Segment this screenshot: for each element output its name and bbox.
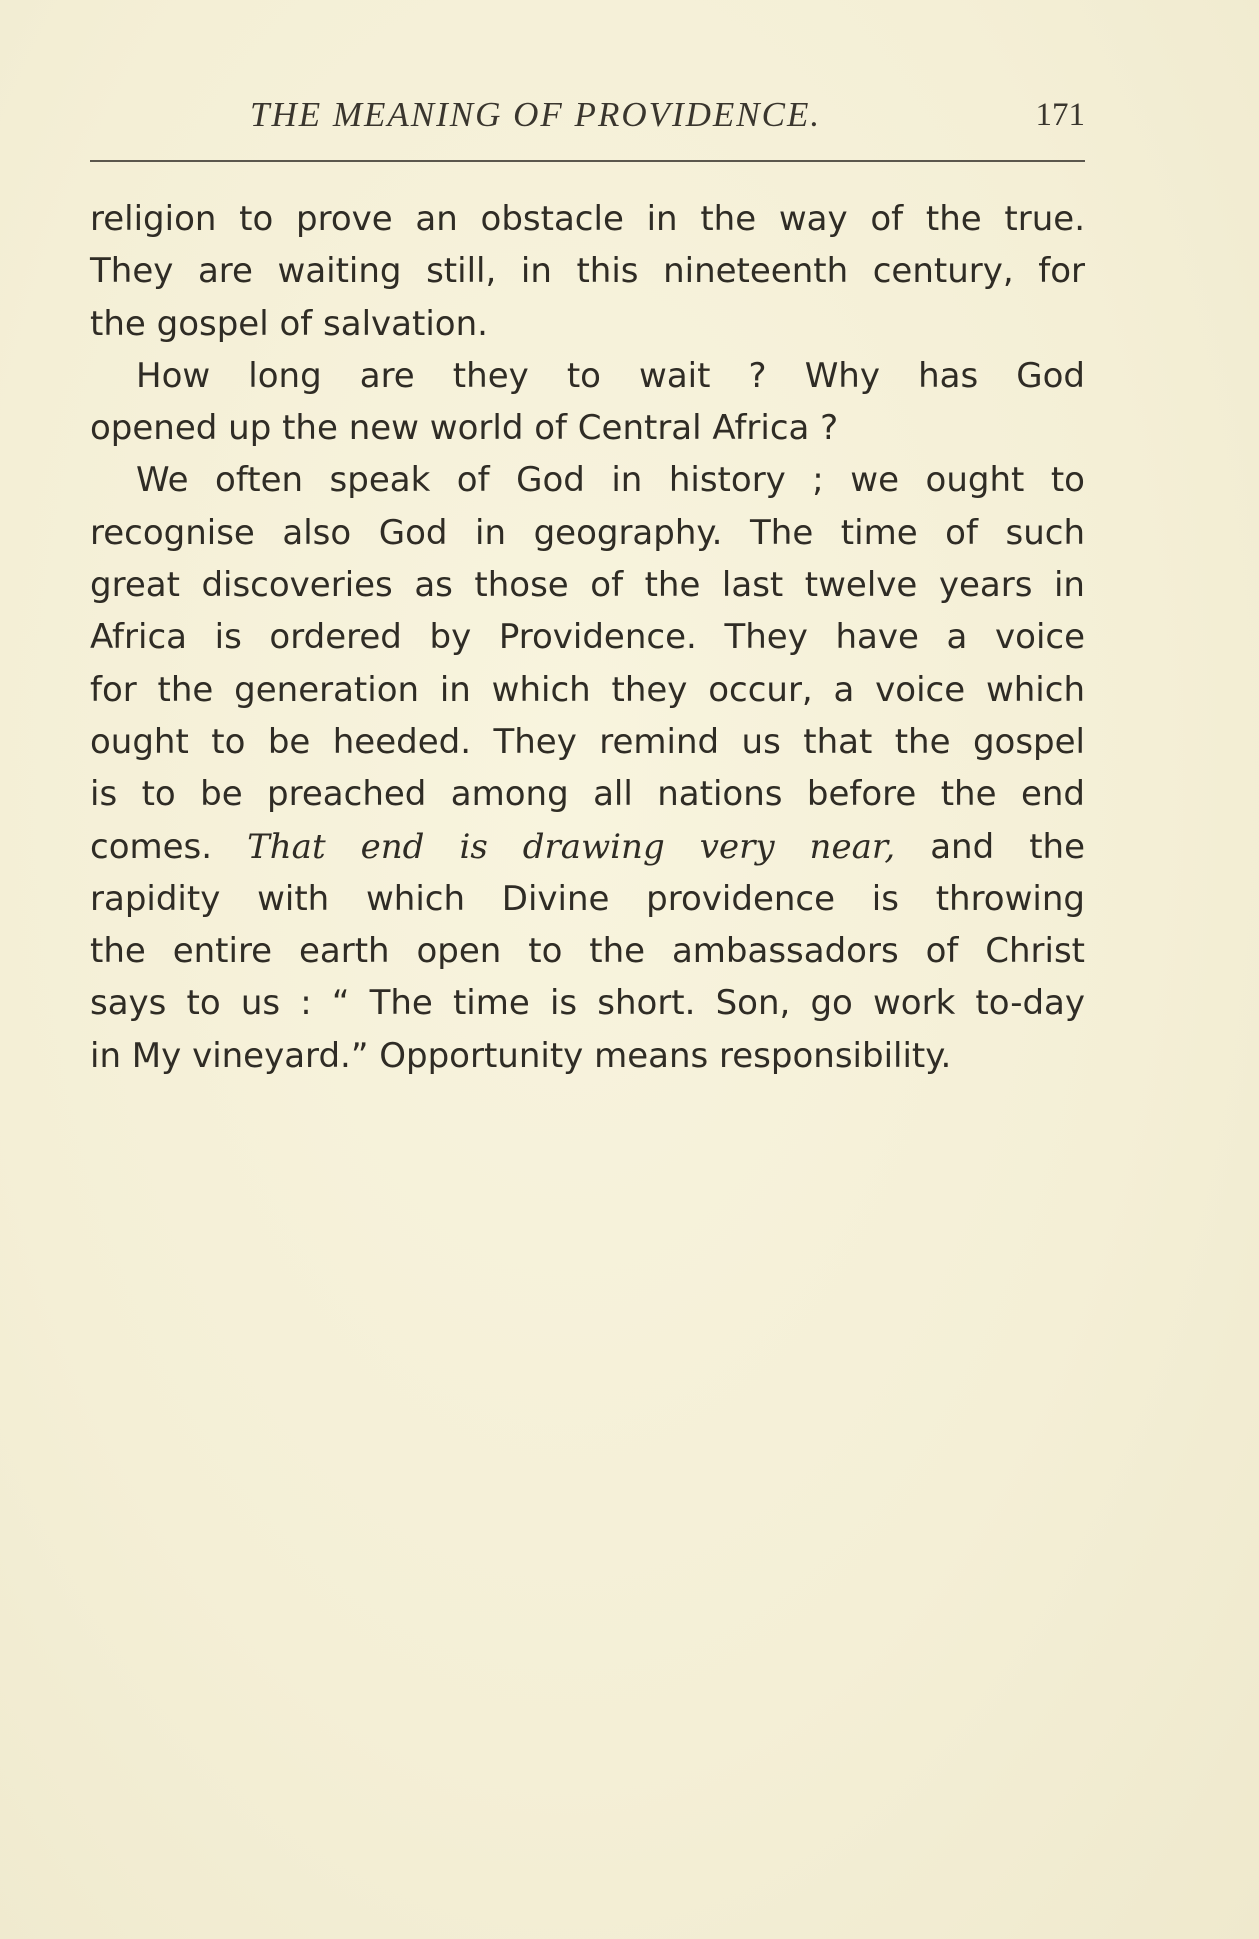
emphasis-italic: That end is drawing very near,	[247, 826, 896, 867]
running-head	[90, 95, 1085, 143]
text-line: opened up the new world of Central Africa ?	[90, 408, 839, 449]
text-line: recognise also God in geography. The time of such	[90, 512, 1085, 553]
text-line: rapidity with which Divine providence is throwing	[90, 878, 1085, 919]
text-line: religion to prove an obstacle in the way of the true.	[90, 199, 1085, 239]
text-line: We often speak of God in history ; we ought to	[136, 460, 1085, 501]
paragraph-2	[90, 350, 1085, 455]
paragraph-3	[90, 454, 1085, 1082]
text-line: for the generation in which they occur, a voice which	[90, 669, 1085, 710]
text-line: in My vineyard.” Opportunity means responsibility.	[90, 1035, 952, 1076]
text-line: the entire earth open to the ambassadors of Christ	[90, 931, 1085, 972]
header-rule	[90, 160, 1085, 162]
paragraph-1	[90, 193, 1085, 350]
text-line: How long are they to wait ? Why has God	[136, 355, 1085, 396]
text-line: the gospel of salvation.	[90, 303, 488, 344]
text-line: great discoveries as those of the last twelve years in	[90, 565, 1085, 606]
text-line: ought to be heeded. They remind us that the gospel	[90, 721, 1085, 762]
text-line: says to us : “ The time is short. Son, go work to-day	[90, 983, 1085, 1024]
text-line-emphasis	[90, 821, 1085, 873]
emphasis-prefix: comes.	[90, 826, 248, 867]
text-line: They are waiting still, in this nineteenth century, for	[90, 251, 1085, 292]
body-text	[90, 193, 1085, 1082]
page-number: 171	[1035, 97, 1085, 133]
text-line: is to be preached among all nations before the end	[90, 774, 1085, 815]
text-line: Africa is ordered by Providence. They have a voice	[90, 617, 1085, 658]
running-title: THE MEANING OF PROVIDENCE.	[250, 95, 822, 134]
emphasis-suffix: and the	[895, 826, 1085, 867]
